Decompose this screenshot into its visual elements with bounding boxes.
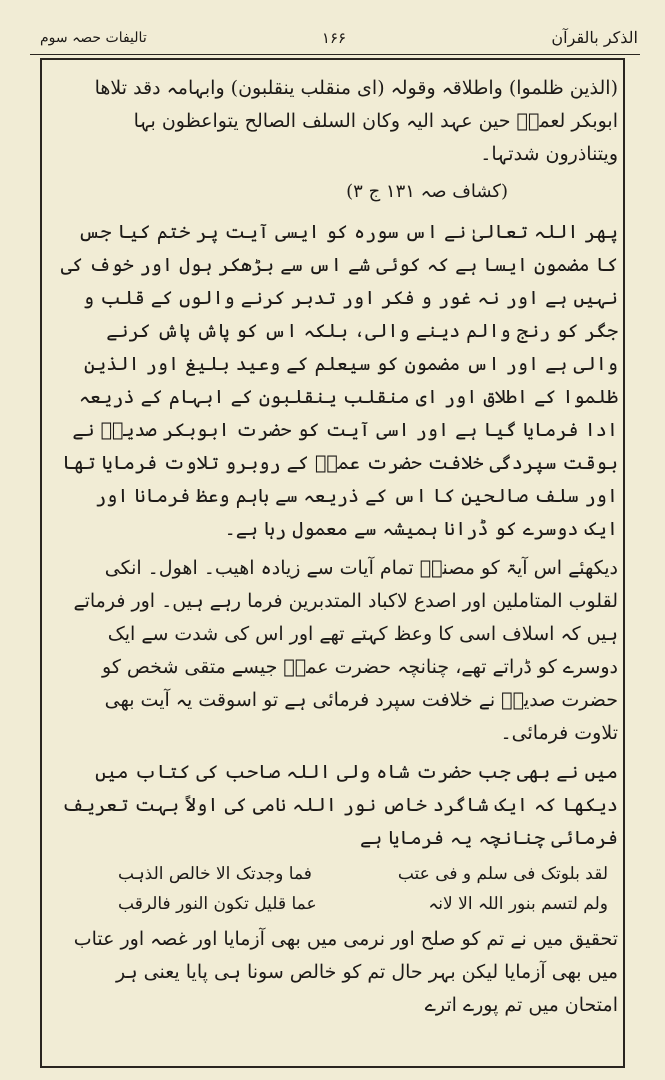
page-header bbox=[18, 20, 650, 54]
verse-first-hemistich: ولم لتسم بنور اللہ الا لانہ bbox=[428, 894, 608, 914]
closing-paragraph: تحقیق میں نے تم کو صلح اور نرمی میں بھی آزمایا اور غصہ اور عتاب میں بھی آزمایا لیکن بہر حال تم کو خالص سونا ہی پایا یعنی ہر امتحان میں تم پورے اترے bbox=[73, 928, 618, 1016]
header-series-title: تالیفات حصہ سوم bbox=[40, 30, 147, 46]
paragraph-1: پھر اللہ تعالیٰ نے اس سورہ کو ایسی آیت پر ختم کیا جس کا مضمون ایسا ہے کہ کوئی شے اس سے بڑھکر ہول اور خوف کی نہیں ہے اور نہ غور و فکر اور تدبر کرنے والوں کے قلب و جگر کو رنج والم دینے والی، بلکہ اس کو پاش پاش کرنے والی ہے اور اس مضمون کو سیعلم کے وعید بلیغ اور الذین ظلموا کے اطلاق اور ای منقلب ینقلبون کے ابہام کے ذریعہ ادا فرمایا گیا ہے اور اسی آیت کو حضرت ابوبکر صدیقؓ نے بوقت سپردگی خلافت حضرت عمرؓ کے روبرو تلاوت فرمایا تھا اور سلف صالحین کا اس کے ذریعہ سے باہم وعظ فرمانا اور ایک دوسرے کو ڈرانا ہمیشہ سے معمول رہا ہے۔ bbox=[60, 221, 618, 540]
page-content bbox=[58, 72, 618, 1022]
verse-second-hemistich: عما قلیل تکون النور فالرقب bbox=[118, 894, 317, 914]
paragraph-3: میں نے بھی جب حضرت شاہ ولی اللہ صاحب کی کتاب میں دیکھا کہ ایک شاگرد خاص نور اللہ نامی کی اولاً بہت تعریف فرمائی چنانچہ یہ فرمایا ہے bbox=[61, 761, 618, 849]
verse-first-hemistich: لقد بلوتک فی سلم و فی عتب bbox=[397, 864, 608, 884]
verse-second-hemistich: فما وجدتک الا خالص الذہب bbox=[118, 864, 312, 884]
header-book-title: الذکر بالقرآن bbox=[551, 28, 638, 47]
paragraph-2: دیکھئے اس آیۃ کو مصنفؒ تمام آیات سے زیادہ اھیب۔ اھول۔ انکی لقلوب المتاملین اور اصدع لاکباد المتدبرین فرما رہے ہیں۔ اور فرماتے ہیں کہ اسلاف اسی کا وعظ کہتے تھے اور اس کی شدت سے ایک دوسرے کو ڈراتے تھے، چنانچہ حضرت عمرؓ جیسے متقی شخص کو حضرت صدیقؓ نے خلافت سپرد فرمائی ہے تو اسوقت یہ آیت بھی تلاوت فرمائی۔ bbox=[73, 557, 618, 744]
header-rule bbox=[30, 54, 640, 55]
page-number: ۱۶۶ bbox=[321, 29, 347, 47]
verse-line bbox=[58, 859, 618, 889]
arabic-quotation: (الذین ظلموا) واطلاقہ وقولہ (ای منقلب ینقلبون) وابہامہ دقد تلاھا ابوبکر لعمرؓ حین عہد الیہ وکان السلف الصالح یتواعظون بہا ویتناذرون شدتہا۔ bbox=[94, 77, 618, 165]
poetry-verses bbox=[58, 859, 618, 919]
verse-line bbox=[58, 889, 618, 919]
source-reference: (کشاف صہ ۱۳۱ ج ۳) bbox=[346, 181, 508, 202]
